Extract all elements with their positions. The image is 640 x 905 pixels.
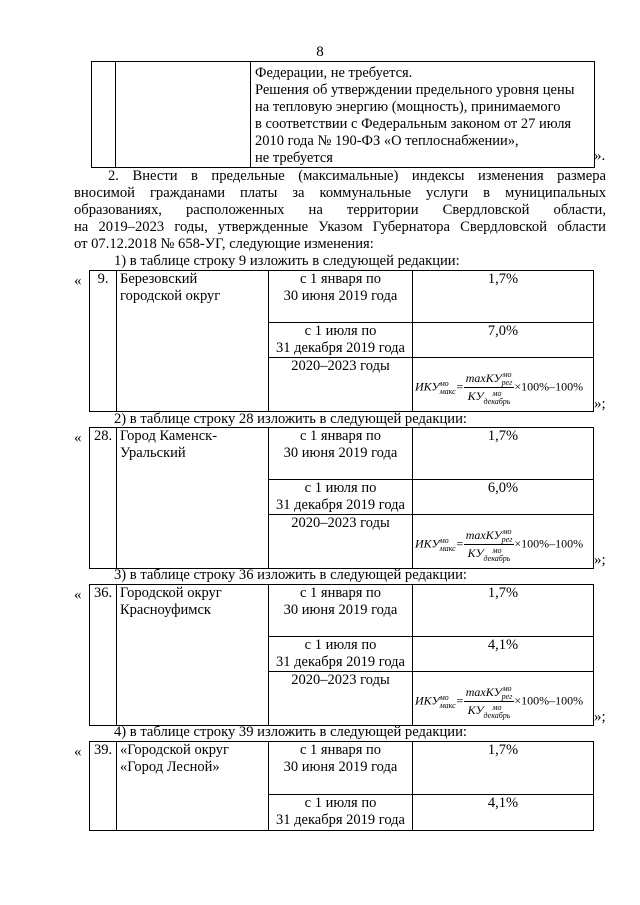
formula-sub: рег xyxy=(501,692,513,702)
top-table-closing-quote: ». xyxy=(594,148,606,164)
top-table-line: 2010 года № 190-ФЗ «О теплоснабжении», xyxy=(255,133,519,149)
formula-fraction xyxy=(464,370,515,406)
top-table-line: на тепловую энергию (мощность), принимаемого xyxy=(255,99,561,115)
index-value: 1,7% xyxy=(413,585,594,637)
formula-sup: мо xyxy=(502,370,512,380)
formula-sub: декабрь xyxy=(483,396,511,406)
page-number: 8 xyxy=(316,44,324,60)
formula-sup: мо xyxy=(492,388,502,398)
top-table-line: в соответствии с Федеральным законом от 27 июля xyxy=(255,116,572,132)
index-value: 6,0% xyxy=(413,479,594,515)
formula-den-text: КУ xyxy=(467,389,484,404)
municipality-name-line: Город Каменск- xyxy=(120,428,218,444)
row-28-table xyxy=(89,427,594,569)
municipality-name-line: городской округ xyxy=(120,288,221,304)
row-39-table xyxy=(89,741,594,831)
row-9-table xyxy=(89,270,594,412)
municipality-name-line: Городской округ xyxy=(120,585,222,601)
index-value: 1,7% xyxy=(413,271,594,323)
period-label: с 1 июля по xyxy=(304,794,377,811)
row-number: 36. xyxy=(90,585,117,726)
municipality-name-line: «Город Лесной» xyxy=(120,759,220,775)
period-label: 31 декабря 2019 года xyxy=(276,653,405,670)
municipality-name xyxy=(117,428,269,569)
period-label: 31 декабря 2019 года xyxy=(276,811,405,828)
section-caption: 1) в таблице строку 9 изложить в следующей редакции: xyxy=(114,253,460,269)
formula-sup: мо xyxy=(439,535,449,545)
top-table xyxy=(91,61,595,168)
municipality-name xyxy=(117,585,269,726)
period-label: с 1 января по xyxy=(299,428,381,444)
formula-num-text: maxКУ xyxy=(465,685,502,700)
formula-sub: декабрь xyxy=(483,710,511,720)
formula-lhs-indices xyxy=(440,380,456,396)
formula-num-text: maxКУ xyxy=(465,528,502,543)
period-cell xyxy=(269,479,413,515)
formula: ИКУ мо макс = maxКУ мо рег КУ мо декабрь ×100%–100% xyxy=(415,370,584,406)
index-value: 4,1% xyxy=(413,636,594,672)
formula-sub: макс xyxy=(439,386,456,396)
paragraph-line: 2. Внести в предельные (максимальные) индексы изменения размера xyxy=(108,168,606,184)
formula-denominator xyxy=(464,545,515,562)
formula-sup: мо xyxy=(439,692,449,702)
formula-num-text: maxКУ xyxy=(465,371,502,386)
formula-sub: макс xyxy=(439,543,456,553)
period-label: 30 июня 2019 года xyxy=(283,602,398,618)
section-caption: 4) в таблице строку 39 изложить в следующей редакции: xyxy=(114,724,467,740)
formula-num-indices xyxy=(502,528,513,544)
period-cell xyxy=(269,636,413,672)
formula-sup: мо xyxy=(502,684,512,694)
index-value: 4,1% xyxy=(413,794,594,830)
period-label: 30 июня 2019 года xyxy=(283,759,398,775)
row-number: 9. xyxy=(90,271,117,412)
period-cell xyxy=(269,428,413,480)
formula-tail: ×100%–100% xyxy=(514,379,584,394)
paragraph-line: на 2019–2023 годы, утвержденные Указом Губернатора Свердловской области xyxy=(74,219,606,235)
period-cell xyxy=(269,794,413,830)
municipality-name xyxy=(117,742,269,831)
period-cell xyxy=(269,585,413,637)
period-label: с 1 января по xyxy=(299,585,381,601)
formula-sub: макс xyxy=(439,700,456,710)
municipality-name-line: Березовский xyxy=(120,271,198,287)
formula-numerator xyxy=(464,684,515,702)
formula-sub: рег xyxy=(501,535,513,545)
municipality-name-line: Уральский xyxy=(120,445,186,461)
formula-cell xyxy=(413,515,594,569)
open-quote: « xyxy=(74,273,82,289)
formula-sup: мо xyxy=(492,702,502,712)
close-quote: »; xyxy=(594,552,606,568)
formula-den-text: КУ xyxy=(467,703,484,718)
paragraph-line: вносимой гражданами платы за коммунальные услуги в муниципальных xyxy=(74,185,606,201)
top-table-col-2 xyxy=(116,62,251,168)
period-label: с 1 июля по xyxy=(304,479,377,496)
period-label: 2020–2023 годы xyxy=(269,672,413,726)
formula-cell xyxy=(413,672,594,726)
top-table-col-1 xyxy=(92,62,116,168)
formula-cell xyxy=(413,358,594,412)
formula-fraction xyxy=(464,527,515,563)
formula-sup: мо xyxy=(492,545,502,555)
close-quote: »; xyxy=(594,709,606,725)
municipality-name-line: «Городской округ xyxy=(120,742,229,758)
section-caption: 2) в таблице строку 28 изложить в следующей редакции: xyxy=(114,411,467,427)
formula-sup: мо xyxy=(439,378,449,388)
formula-denominator xyxy=(464,702,515,719)
formula-lhs-indices xyxy=(440,694,456,710)
open-quote: « xyxy=(74,587,82,603)
formula-sup: мо xyxy=(502,527,512,537)
paragraph-line: от 07.12.2018 № 658-УГ, следующие изменения: xyxy=(74,236,374,252)
top-table-line: не требуется xyxy=(255,150,333,166)
period-label: 31 декабря 2019 года xyxy=(276,339,405,356)
formula-lhs: ИКУ xyxy=(415,536,440,551)
period-cell xyxy=(269,271,413,323)
formula-den-indices xyxy=(484,390,511,406)
index-value: 1,7% xyxy=(413,428,594,480)
formula-lhs-indices xyxy=(440,537,456,553)
period-label: 2020–2023 годы xyxy=(269,358,413,412)
formula-lhs: ИКУ xyxy=(415,379,440,394)
formula-den-indices xyxy=(484,704,511,720)
formula-sub: рег xyxy=(501,378,513,388)
municipality-name-line: Красноуфимск xyxy=(120,602,211,618)
formula-tail: ×100%–100% xyxy=(514,693,584,708)
period-label: 31 декабря 2019 года xyxy=(276,496,405,513)
section-caption: 3) в таблице строку 36 изложить в следующей редакции: xyxy=(114,567,467,583)
row-number: 39. xyxy=(90,742,117,831)
formula-tail: ×100%–100% xyxy=(514,536,584,551)
formula-num-indices xyxy=(502,371,513,387)
open-quote: « xyxy=(74,744,82,760)
index-value: 7,0% xyxy=(413,322,594,358)
period-label: с 1 января по xyxy=(299,742,381,758)
top-table-line: Решения об утверждении предельного уровня цены xyxy=(255,82,575,98)
formula-num-indices xyxy=(502,685,513,701)
formula-numerator xyxy=(464,370,515,388)
period-label: 30 июня 2019 года xyxy=(283,445,398,461)
period-label: с 1 января по xyxy=(299,271,381,287)
formula: ИКУ мо макс = maxКУ мо рег КУ мо декабрь ×100%–100% xyxy=(415,527,584,563)
municipality-name xyxy=(117,271,269,412)
period-label: с 1 июля по xyxy=(304,322,377,339)
formula-denominator xyxy=(464,388,515,405)
close-quote: »; xyxy=(594,396,606,412)
period-label: 30 июня 2019 года xyxy=(283,288,398,304)
formula-lhs: ИКУ xyxy=(415,693,440,708)
formula-numerator xyxy=(464,527,515,545)
formula-den-text: КУ xyxy=(467,546,484,561)
period-cell xyxy=(269,742,413,795)
formula-den-indices xyxy=(484,547,511,563)
formula-sub: декабрь xyxy=(483,553,511,563)
row-36-table xyxy=(89,584,594,726)
period-cell xyxy=(269,322,413,358)
period-label: с 1 июля по xyxy=(304,636,377,653)
formula-fraction xyxy=(464,684,515,720)
top-table-line: Федерации, не требуется. xyxy=(255,65,413,81)
open-quote: « xyxy=(74,430,82,446)
formula: ИКУ мо макс = maxКУ мо рег КУ мо декабрь ×100%–100% xyxy=(415,684,584,720)
row-number: 28. xyxy=(90,428,117,569)
paragraph-line: образованиях, расположенных на территории Свердловской области, xyxy=(74,202,606,218)
index-value: 1,7% xyxy=(413,742,594,795)
top-table-text-cell xyxy=(251,62,595,168)
period-label: 2020–2023 годы xyxy=(269,515,413,569)
